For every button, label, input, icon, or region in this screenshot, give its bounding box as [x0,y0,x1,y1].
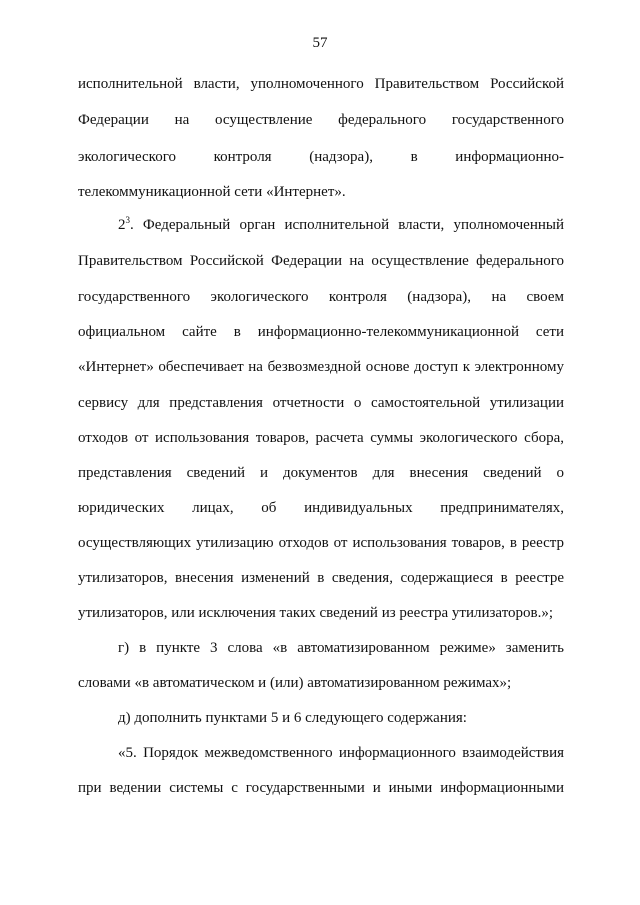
text-line: исполнительной власти, уполномоченного Правительством Российской [78,76,564,92]
text-line: Федерации на осуществление федерального государственного [78,112,564,128]
text-line: осуществляющих утилизацию отходов от использования товаров, в реестр [78,535,564,551]
text-line: экологического контроля (надзора), в информационно- [78,149,564,165]
text-line: сервису для представления отчетности о самостоятельной утилизации [78,395,564,411]
text-line: д) дополнить пунктами 5 и 6 следующего содержания: [118,710,467,726]
page-number: 57 [312,35,328,51]
text-line: телекоммуникационной сети «Интернет». [78,184,346,200]
text-line: при ведении системы с государственными и иными информационными [78,780,564,796]
text-line: словами «в автоматическом и (или) автоматизированном режимах»; [78,675,512,691]
text-line: утилизаторов, или исключения таких сведений из реестра утилизаторов.»; [78,605,554,621]
text-line: юридических лицах, об индивидуальных предпринимателях, [78,500,564,516]
item-text: . Федеральный орган исполнительной власти, уполномоченный [130,217,564,233]
text-line: отходов от использования товаров, расчета суммы экологического сбора, [78,430,564,446]
text-line: государственного экологического контроля (надзора), на своем [78,289,564,305]
text-line: представления сведений и документов для внесения сведений о [78,465,564,481]
text-line: «Интернет» обеспечивает на безвозмездной основе доступ к электронному [78,359,564,375]
text-line: Правительством Российской Федерации на осуществление федерального [78,253,564,269]
text-line: официальном сайте в информационно-телекоммуникационной сети [78,324,564,340]
text-line: «5. Порядок межведомственного информационного взаимодействия [118,745,564,761]
item-number: 2 [118,217,126,233]
paragraph-2-3-first-line [118,215,564,235]
text-line: г) в пункте 3 слова «в автоматизированном режиме» заменить [118,640,564,656]
item-number-superscript: 3 [125,215,130,225]
text-line: утилизаторов, внесения изменений в сведения, содержащиеся в реестре [78,570,564,586]
